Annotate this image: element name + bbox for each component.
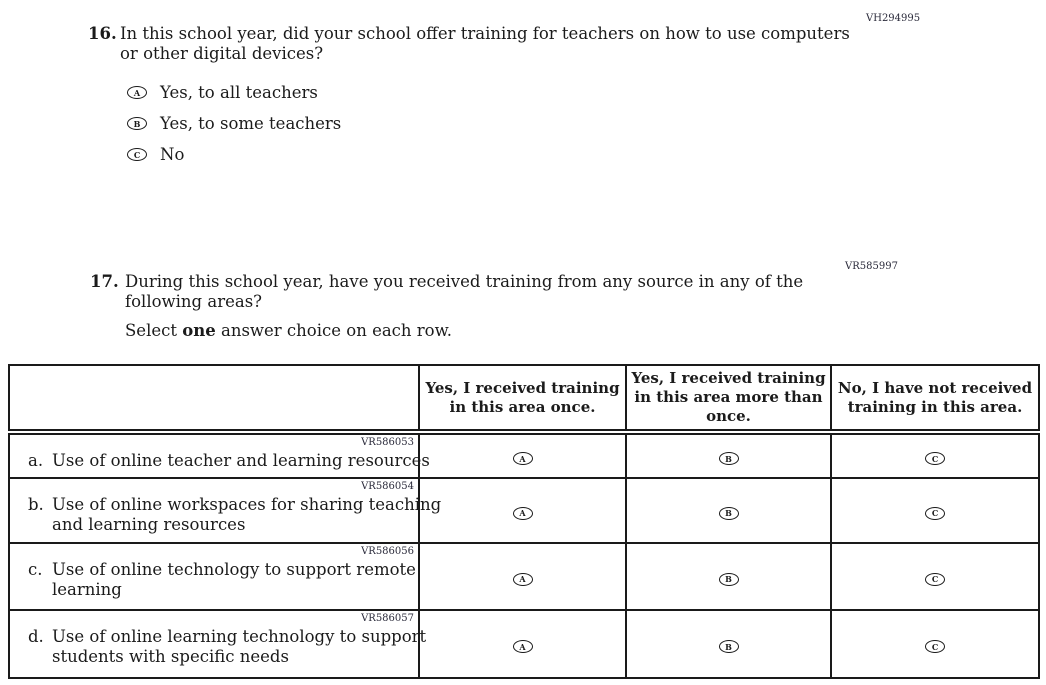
row-letter: b. — [28, 495, 44, 514]
row-letter: a. — [28, 451, 44, 470]
row-d-code: VR586057 — [361, 613, 414, 624]
question-16-text-line2: or other digital devices? — [120, 44, 324, 63]
header-line: Yes, I received training — [631, 369, 826, 387]
q16-accession-code: VH294995 — [866, 13, 921, 24]
bubble-letter: B — [725, 453, 732, 464]
option-label-b: Yes, to some teachers — [160, 113, 342, 133]
radio-bubble-c[interactable] — [127, 148, 147, 161]
instruction-bold-word: one — [182, 321, 216, 340]
bubble-letter: C — [931, 508, 939, 518]
row-b-choice-none-cell — [831, 478, 1039, 543]
radio-bubble-b[interactable] — [719, 452, 739, 465]
q17-answer-table — [8, 364, 1040, 679]
label-line: students with specific needs — [52, 647, 289, 666]
row-c-choice-once-cell — [419, 543, 626, 610]
radio-bubble-a[interactable] — [513, 452, 533, 465]
row-c-choice-more-cell — [626, 543, 831, 610]
question-17-text-line2: following areas? — [125, 292, 263, 311]
question-16-number: 16. — [88, 24, 117, 43]
header-line: in this area once. — [449, 397, 596, 416]
radio-bubble-c[interactable] — [925, 507, 945, 520]
row-d-label-cell — [9, 610, 427, 678]
row-label-text — [52, 495, 441, 535]
row-a-choice-more-cell — [626, 432, 831, 478]
header-line: in this area more than — [634, 388, 823, 406]
row-b-label-cell — [9, 478, 442, 543]
row-d-choice-once-cell — [419, 610, 626, 678]
row-b-choice-once-cell — [419, 478, 626, 543]
bubble-letter: A — [519, 641, 526, 652]
row-b-choice-more-cell — [626, 478, 831, 543]
option-row-a — [127, 83, 850, 102]
label-line: and learning resources — [52, 515, 246, 534]
row-b-code: VR586054 — [361, 481, 414, 492]
table-row — [9, 543, 1039, 610]
question-17-number: 17. — [90, 272, 119, 291]
bubble-letter: A — [519, 574, 526, 584]
row-a-code: VR586053 — [361, 437, 414, 448]
row-c-choice-none-cell — [831, 543, 1039, 610]
label-line: Use of online technology to support remote — [52, 560, 416, 579]
radio-bubble-a[interactable] — [127, 86, 147, 99]
row-c-code: VR586056 — [361, 546, 414, 557]
bubble-letter: C — [931, 574, 939, 584]
label-line: Use of online learning technology to support — [52, 627, 427, 646]
radio-bubble-c[interactable] — [925, 640, 945, 653]
radio-bubble-a[interactable] — [513, 640, 533, 653]
bubble-letter: A — [519, 508, 526, 518]
table-row — [9, 610, 1039, 678]
q17-accession-code: VR585997 — [845, 261, 898, 272]
header-once — [419, 365, 626, 432]
row-c-label-cell — [9, 543, 419, 610]
row-d-choice-none-cell — [831, 610, 1039, 678]
radio-bubble-b[interactable] — [719, 573, 739, 586]
row-a-choice-once-cell — [419, 432, 626, 478]
question-16 — [88, 24, 850, 176]
header-more-than-once — [626, 365, 831, 432]
header-line: Yes, I received training — [425, 378, 620, 397]
row-a-choice-none-cell — [831, 432, 1039, 478]
corner-header-cell — [9, 365, 419, 432]
row-d-choice-more-cell — [626, 610, 831, 678]
row-a-label — [10, 449, 430, 477]
row-label-text — [52, 451, 430, 471]
option-row-b — [127, 114, 850, 133]
radio-bubble-c[interactable] — [925, 573, 945, 586]
bubble-letter: B — [133, 118, 141, 129]
bubble-letter: A — [519, 453, 526, 464]
question-16-body — [120, 24, 850, 176]
question-16-text-line1: In this school year, did your school offer training for teachers on how to use computers — [120, 24, 850, 43]
bubble-letter: B — [725, 641, 732, 652]
row-c-label — [10, 558, 418, 606]
row-letter: c. — [28, 560, 43, 579]
radio-bubble-a[interactable] — [513, 573, 533, 586]
header-line: No, I have not received — [837, 378, 1033, 397]
radio-bubble-b[interactable] — [719, 640, 739, 653]
question-16-options — [127, 83, 850, 164]
header-line: training in this area. — [847, 397, 1023, 416]
option-label-a: Yes, to all teachers — [160, 82, 318, 102]
question-17-text-line1: During this school year, have you received training from any source in any of the — [125, 272, 804, 291]
instruction-prefix: Select — [125, 321, 183, 340]
row-label-text — [52, 560, 416, 600]
row-letter: d. — [28, 627, 44, 646]
header-line: once. — [706, 407, 751, 425]
radio-bubble-b[interactable] — [127, 117, 147, 130]
option-row-c — [127, 145, 850, 164]
label-line: Use of online workspaces for sharing teaching — [52, 495, 442, 514]
row-b-label — [10, 493, 442, 541]
bubble-letter: A — [133, 87, 141, 98]
instruction-suffix: answer choice on each row. — [215, 321, 453, 340]
row-label-text — [52, 627, 426, 667]
table-header-row — [9, 365, 1039, 432]
row-d-label — [10, 625, 427, 673]
row-a-label-cell — [9, 432, 430, 478]
bubble-letter: C — [931, 641, 939, 652]
table-row — [9, 478, 1039, 543]
option-label-c: No — [160, 144, 185, 164]
question-17 — [90, 272, 803, 341]
bubble-letter: C — [133, 149, 141, 160]
question-17-instruction — [125, 321, 803, 341]
radio-bubble-b[interactable] — [719, 507, 739, 520]
bubble-letter: C — [931, 453, 939, 464]
label-line: Use of online teacher and learning resources — [52, 451, 430, 470]
bubble-letter: B — [725, 574, 732, 584]
radio-bubble-a[interactable] — [513, 507, 533, 520]
radio-bubble-c[interactable] — [925, 452, 945, 465]
table-row — [9, 432, 1039, 478]
question-17-body — [125, 272, 803, 341]
bubble-letter: B — [725, 508, 732, 518]
label-line: learning — [52, 580, 122, 599]
header-not-received — [831, 365, 1039, 432]
